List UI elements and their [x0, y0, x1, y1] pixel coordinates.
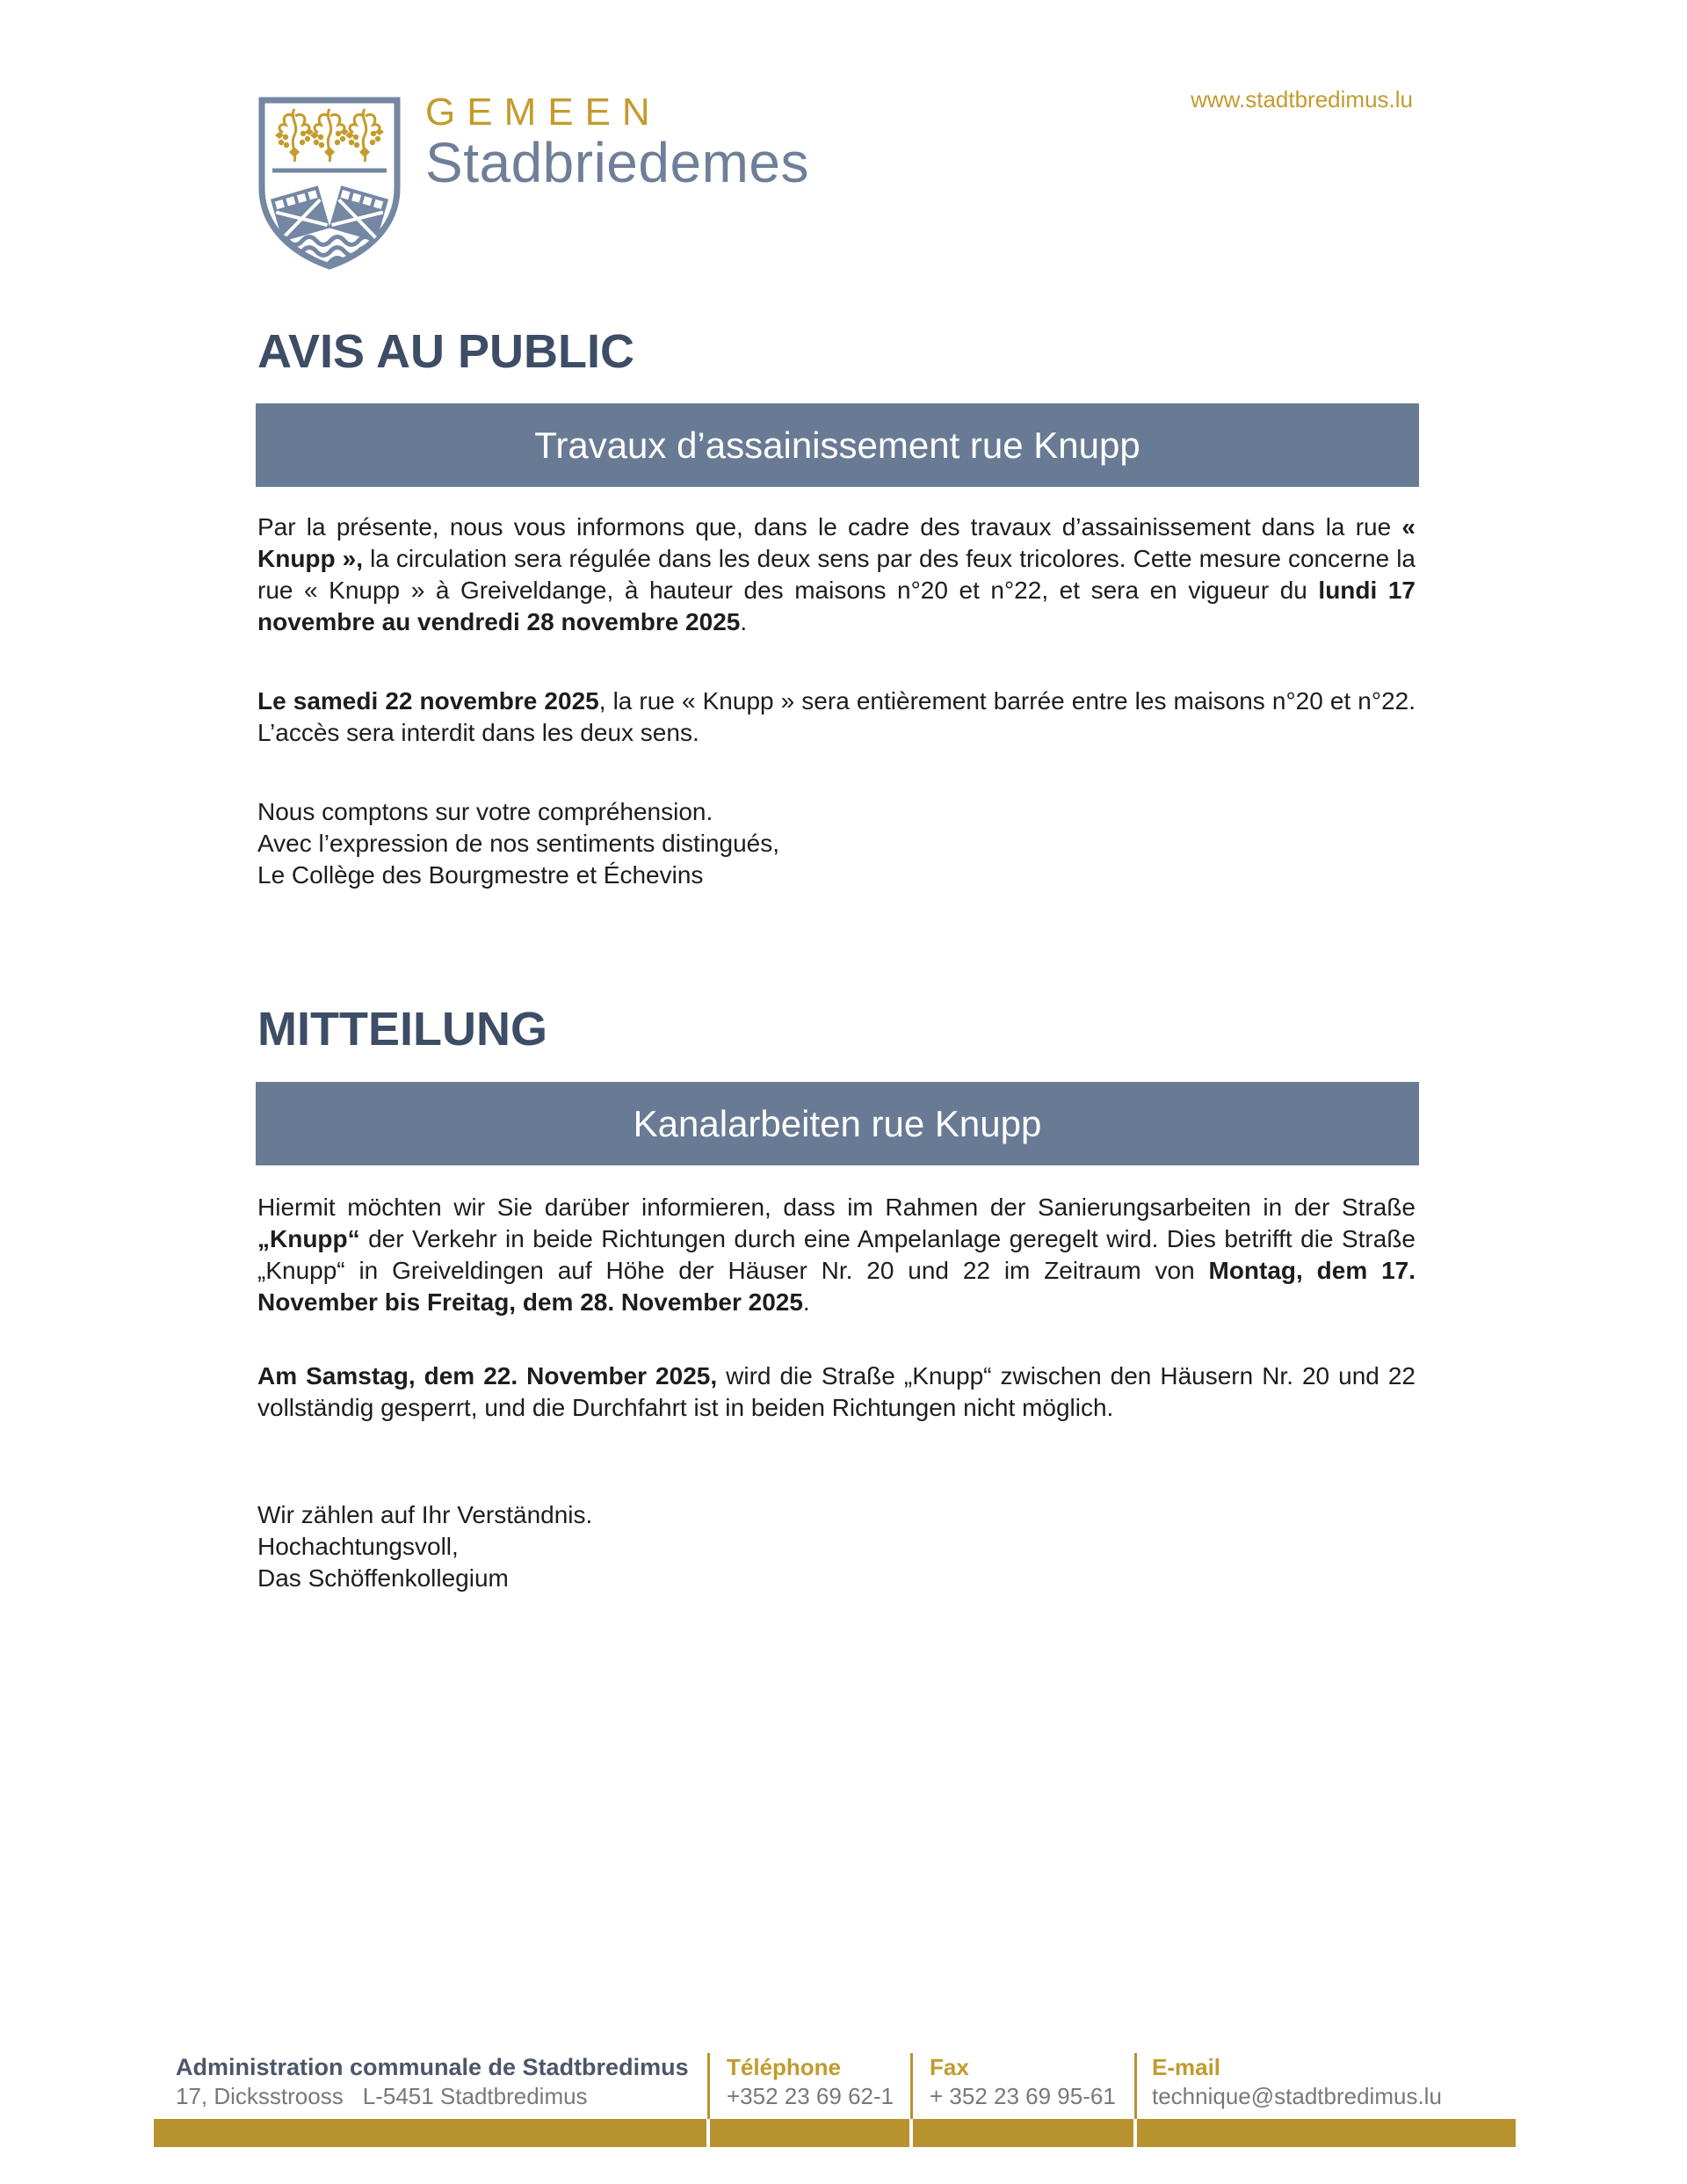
footer-divider	[707, 2053, 710, 2119]
closing-line: Avec l’expression de nos sentiments distingués,	[257, 830, 780, 857]
footer-gold-bar	[154, 2119, 1516, 2147]
footer-divider	[1134, 2053, 1137, 2119]
website-link[interactable]: www.stadtbredimus.lu	[1191, 86, 1413, 112]
notice-fr-title: AVIS AU PUBLIC	[257, 325, 635, 378]
footer-bar-gap	[1133, 2119, 1137, 2147]
notice-fr-paragraph-1: Par la présente, nous vous informons que, dans le cadre des travaux d’assainissement dans la rue « Knupp », la circulation sera régulée dans les deux sens par des feux tricolores. Cette mesure concerne la rue « Knupp » à Greiveldange, à hauteur des maisons n°20 et n°22, et sera en vigueur du lundi 17 novembre au vendredi 28 novembre 2025.	[257, 513, 1415, 635]
footer-phone	[727, 2053, 894, 2111]
logo-word-stadbriedemes: Stadbriedemes	[425, 131, 809, 194]
footer-address-street: 17, Dicksstrooss	[176, 2083, 344, 2109]
notice-fr-banner	[256, 403, 1419, 487]
footer-bar-gap	[909, 2119, 913, 2147]
notice-de-paragraph-2: Am Samstag, dem 22. November 2025, wird die Straße „Knupp“ zwischen den Häusern Nr. 20 und 22 vollständig gesperrt, und die Durchfahrt ist in beiden Richtungen nicht möglich.	[257, 1362, 1415, 1421]
notice-de-paragraph-1: Hiermit möchten wir Sie darüber informieren, dass im Rahmen der Sanierungsarbeiten in der Straße „Knupp“ der Verkehr in beide Richtungen durch eine Ampelanlage geregelt wird. Dies betrifft die Straße „Knupp“ in Greiveldingen auf Höhe der Häuser Nr. 20 und 22 im Zeitraum von Montag, dem 17. November bis Freitag, dem 28. November 2025.	[257, 1194, 1415, 1316]
footer-phone-value: +352 23 69 62-1	[727, 2083, 894, 2109]
closing-line: Wir zählen auf Ihr Verständnis.	[257, 1501, 593, 1528]
commune-logo-text	[425, 91, 809, 192]
footer-address	[176, 2082, 689, 2111]
notice-de-body	[257, 1192, 1415, 1594]
closing-line: Le Collège des Bourgmestre et Échevins	[257, 861, 704, 889]
notice-fr-paragraph-2: Le samedi 22 novembre 2025, la rue « Knupp » sera entièrement barrée entre les maisons n°20 et n°22. L’accès sera interdit dans les deux sens.	[257, 687, 1415, 746]
footer-fax-value: + 352 23 69 95-61	[930, 2083, 1116, 2109]
footer-phone-label: Téléphone	[727, 2054, 842, 2080]
notice-de-banner-text: Kanalarbeiten rue Knupp	[633, 1102, 1042, 1144]
footer-address-city: L-5451 Stadtbredimus	[362, 2083, 588, 2109]
footer-administration	[176, 2053, 689, 2111]
closing-line: Hochachtungsvoll,	[257, 1533, 459, 1560]
logo-word-gemeen: GEMEEN	[425, 91, 662, 134]
footer-email-value[interactable]: technique@stadtbredimus.lu	[1152, 2083, 1442, 2109]
notice-de-closing	[257, 1499, 1415, 1594]
notice-fr-banner-text: Travaux d’assainissement rue Knupp	[534, 424, 1140, 466]
footer-fax-label: Fax	[930, 2054, 969, 2080]
footer-bar-gap	[706, 2119, 710, 2147]
closing-line: Nous comptons sur votre compréhension.	[257, 798, 713, 825]
notice-fr-closing	[257, 796, 1415, 891]
closing-line: Das Schöffenkollegium	[257, 1564, 509, 1592]
footer-fax	[930, 2053, 1116, 2111]
notice-fr-body	[257, 512, 1415, 891]
notice-de-banner	[256, 1082, 1419, 1165]
coat-of-arms-icon	[255, 93, 404, 278]
notice-de-title: MITTEILUNG	[257, 1003, 547, 1056]
footer-org-title: Administration communale de Stadtbredimus	[176, 2054, 689, 2080]
footer-divider	[910, 2053, 913, 2119]
footer-email-label: E-mail	[1152, 2054, 1221, 2080]
footer-email	[1152, 2053, 1442, 2111]
